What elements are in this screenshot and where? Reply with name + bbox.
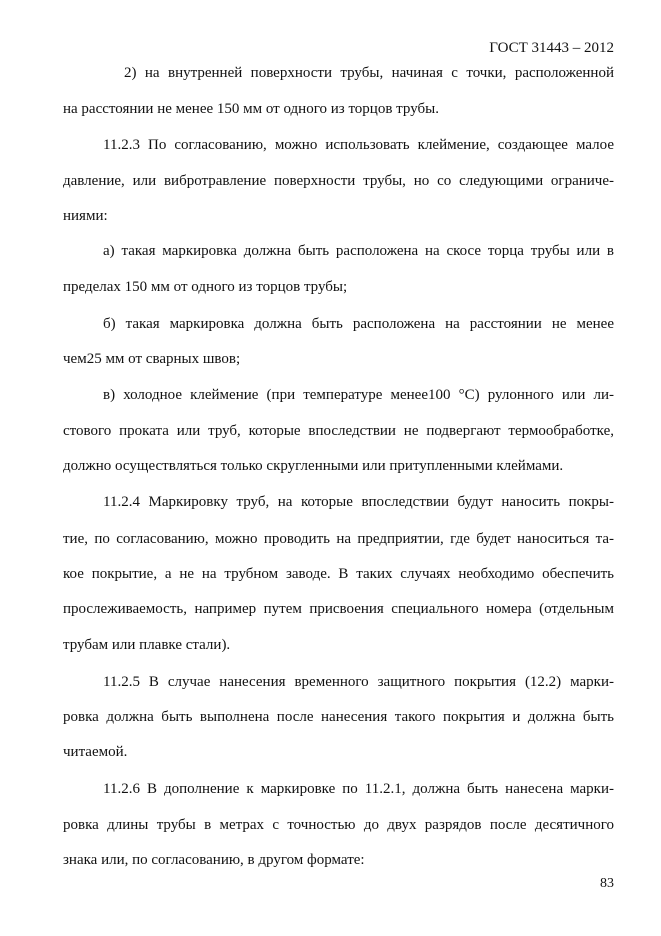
- paragraph-heading-11-2-5: 11.2.5 В случае нанесения временного защитного покрытия (12.2) марки-: [103, 674, 614, 690]
- list-item-v: в) холодное клеймение (при температуре менее100 °С) рулонного или ли-: [103, 387, 614, 403]
- text-line: давление, или вибротравление поверхности трубы, но со следующими ограниче-: [63, 173, 614, 189]
- text-line: ниями:: [63, 208, 108, 224]
- paragraph-heading-11-2-4: 11.2.4 Маркировку труб, на которые впоследствии будут наносить покры-: [103, 494, 614, 510]
- text-line: кое покрытие, а не на трубном заводе. В таких случаях необходимо обеспечить: [63, 566, 614, 582]
- list-item-b: б) такая маркировка должна быть расположена на расстоянии не менее: [103, 316, 614, 332]
- document-header: ГОСТ 31443 – 2012: [489, 40, 614, 56]
- text-line: читаемой.: [63, 744, 128, 760]
- text-line: трубам или плавке стали).: [63, 637, 231, 653]
- page-number: 83: [600, 876, 614, 891]
- text-line: на расстоянии не менее 150 мм от одного из торцов трубы.: [63, 101, 439, 117]
- text-line: 2) на внутренней поверхности трубы, начиная с точки, расположенной: [124, 65, 614, 81]
- text-line: пределах 150 мм от одного из торцов трубы;: [63, 279, 348, 295]
- text-line: знака или, по согласованию, в другом формате:: [63, 852, 365, 868]
- paragraph-heading-11-2-3: 11.2.3 По согласованию, можно использовать клеймение, создающее малое: [103, 137, 614, 153]
- text-line: прослеживаемость, например путем присвоения специального номера (отдельным: [63, 601, 614, 617]
- text-line: чем25 мм от сварных швов;: [63, 351, 241, 367]
- text-line: ровка должна быть выполнена после нанесения такого покрытия и должна быть: [63, 709, 614, 725]
- list-item-a: а) такая маркировка должна быть расположена на скосе торца трубы или в: [103, 243, 614, 259]
- text-line: должно осуществляться только скругленными или притупленными клеймами.: [63, 458, 564, 474]
- text-line: стового проката или труб, которые впоследствии не подвергают термообработке,: [63, 423, 614, 439]
- text-line: ровка длины трубы в метрах с точностью до двух разрядов после десятичного: [63, 817, 614, 833]
- text-line: тие, по согласованию, можно проводить на предприятии, где будет наноситься та-: [63, 531, 614, 547]
- paragraph-heading-11-2-6: 11.2.6 В дополнение к маркировке по 11.2.1, должна быть нанесена марки-: [103, 781, 614, 797]
